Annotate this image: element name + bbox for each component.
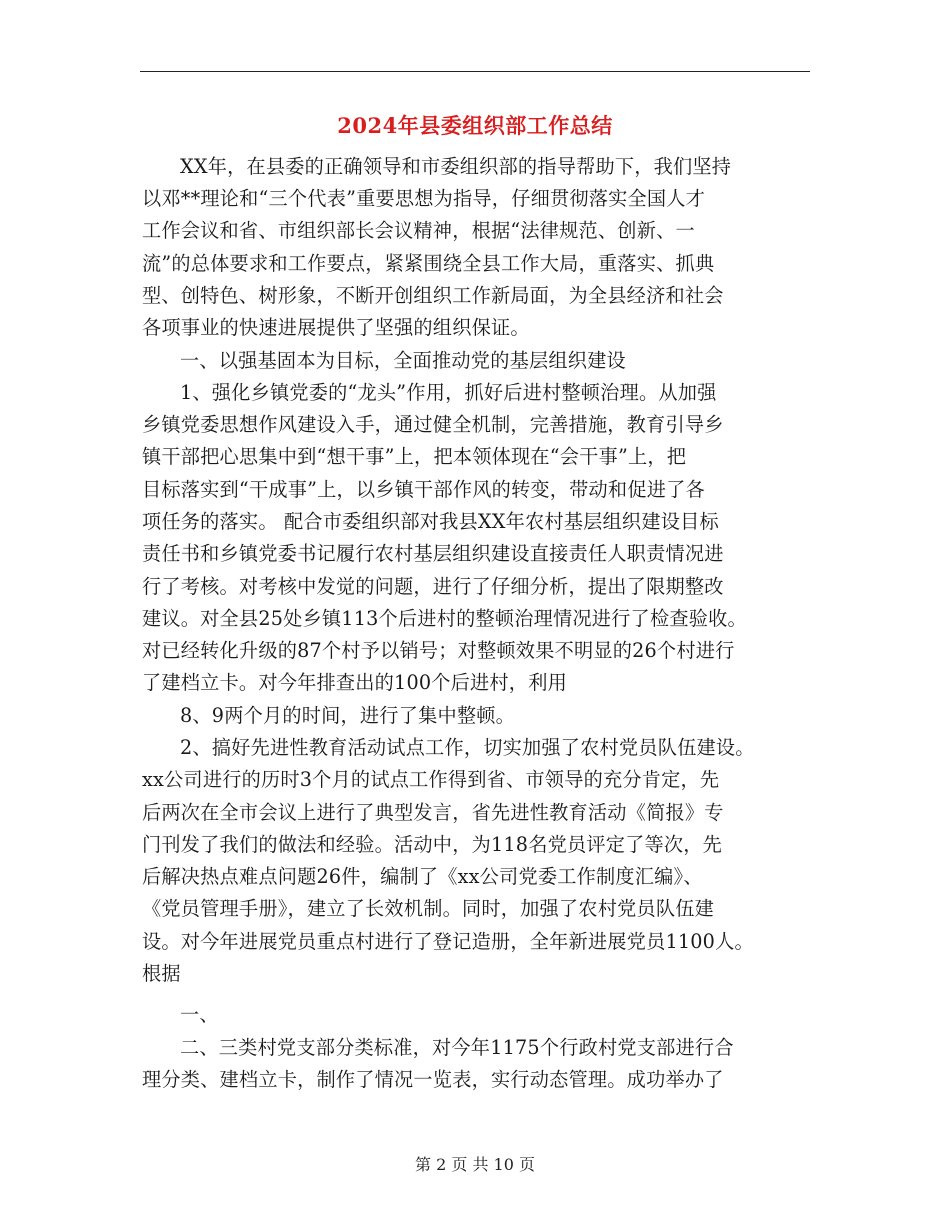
paragraph-line: xx公司进行的历时3个月的试点工作得到省、市领导的充分肯定，先 [142,768,720,791]
paragraph-line: 项任务的落实。 配合市委组织部对我县XX年农村基层组织建设目标 [142,510,719,533]
paragraph-line: 建议。对全县25处乡镇113个后进村的整顿治理情况进行了检查验收。 [142,607,747,630]
paragraph-line: 流”的总体要求和工作要点，紧紧围绕全县工作大局，重落实、抓典 [142,252,715,275]
paragraph-line: 理分类、建档立卡，制作了情况一览表，实行动态管理。成功举办了 [142,1068,724,1091]
paragraph-line: 2、搞好先进性教育活动试点工作，切实加强了农村党员队伍建设。 [180,736,755,759]
paragraph-line: 8、9两个月的时间，进行了集中整顿。 [180,704,516,727]
header-rule [140,71,810,72]
paragraph-line: 后解决热点难点问题26件，编制了《xx公司党委工作制度汇编》、 [142,865,703,888]
paragraph-line: 根据 [142,962,181,985]
paragraph-line: 乡镇党委思想作风建设入手，通过健全机制，完善措施，教育引导乡 [142,413,724,436]
paragraph-line: XX年，在县委的正确领导和市委组织部的指导帮助下，我们坚持 [180,155,732,178]
page-number-footer: 第 2 页 共 10 页 [415,1155,535,1174]
paragraph-line: 设。对今年进展党员重点村进行了登记造册，全年新进展党员1100人。 [142,930,754,953]
document-title: 2024年县委组织部工作总结 [337,113,613,138]
paragraph-line: 一、 [180,1003,219,1026]
paragraph-line: 工作会议和省、市组织部长会议精神，根据“法律规范、创新、一 [142,219,695,242]
paragraph-line: 责任书和乡镇党委书记履行农村基层组织建设直接责任人职责情况进 [142,542,724,565]
paragraph-line: 后两次在全市会议上进行了典型发言，省先进性教育活动《简报》专 [142,801,724,824]
section-heading: 一、以强基固本为目标，全面推动党的基层组织建设 [180,349,626,372]
paragraph-line: 各项事业的快速进展提供了坚强的组织保证。 [142,316,530,339]
paragraph-line: 门刊发了我们的做法和经验。活动中，为118名党员评定了等次，先 [142,833,723,856]
paragraph-line: 了建档立卡。对今年排查出的100个后进村，利用 [142,671,567,694]
paragraph-line: 以邓**理论和“三个代表”重要思想为指导，仔细贯彻落实全国人才 [142,187,706,210]
paragraph-line: 对已经转化升级的87个村予以销号；对整顿效果不明显的26个村进行 [142,639,735,662]
paragraph-line: 1、强化乡镇党委的“龙头”作用，抓好后进村整顿治理。从加强 [180,381,717,404]
paragraph-line: 行了考核。对考核中发觉的问题，进行了仔细分析，提出了限期整改 [142,575,724,598]
paragraph-line: 《党员管理手册》，建立了长效机制。同时，加强了农村党员队伍建 [142,897,715,920]
paragraph-line: 镇干部把心思集中到“想干事”上，把本领体现在“会干事”上，把 [142,445,687,468]
paragraph-line: 二、三类村党支部分类标准，对今年1175个行政村党支部进行合 [180,1036,734,1059]
paragraph-line: 目标落实到“干成事”上，以乡镇干部作风的转变，带动和促进了各 [142,478,705,501]
paragraph-line: 型、创特色、树形象，不断开创组织工作新局面，为全县经济和社会 [142,284,724,307]
